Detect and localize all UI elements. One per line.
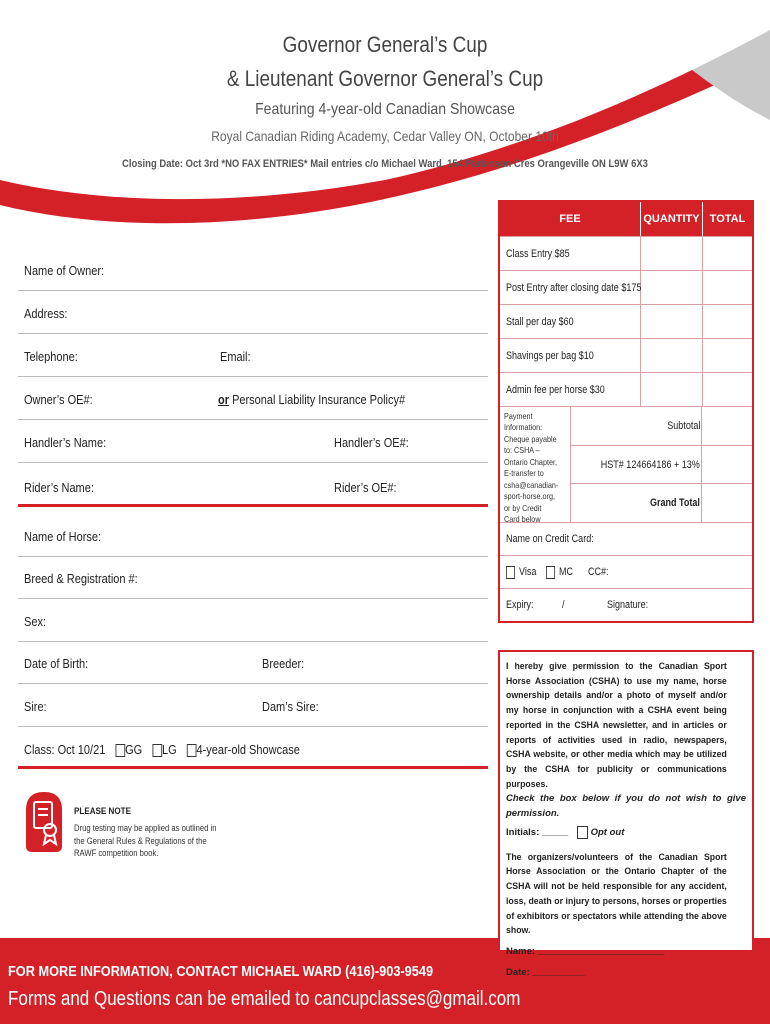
mc-checkbox[interactable] (546, 566, 555, 579)
mc-label: MC (559, 566, 574, 578)
expiry-label: Expiry: (506, 599, 534, 611)
fee-row (500, 304, 752, 338)
subtitle: Featuring 4-year-old Canadian Showcase (255, 101, 515, 118)
visa-label: Visa (519, 566, 537, 578)
fee-label: Post Entry after closing date $175 (506, 281, 642, 294)
closing-date: Closing Date: Oct 3rd *NO FAX ENTRIES* Mail entries c/o Michael Ward, 154 Parkinson Cres Orangeville ON L9W 6X3 (122, 158, 648, 170)
fee-label: Class Entry $85 (506, 247, 570, 260)
quantity-cell[interactable] (640, 339, 702, 372)
telephone-label: Telephone: (24, 350, 78, 364)
breed-label: Breed & Registration #: (24, 572, 138, 586)
showcase-checkbox[interactable] (187, 744, 197, 757)
section-divider (18, 504, 488, 507)
email-label: Email: (220, 350, 251, 364)
fee-table (498, 200, 754, 623)
venue: Royal Canadian Riding Academy, Cedar Valley ON, October 10th (211, 128, 559, 144)
note-title: PLEASE NOTE (74, 806, 131, 817)
quantity-cell[interactable] (640, 305, 702, 338)
opt-out-checkbox[interactable] (577, 826, 588, 839)
quantity-cell[interactable] (640, 271, 702, 304)
fee-header: FEE (559, 213, 581, 225)
quantity-header: QUANTITY (640, 202, 702, 236)
name-of-horse-label: Name of Horse: (24, 530, 102, 544)
footer-contact: FOR MORE INFORMATION, CONTACT MICHAEL WARD (416)-903-9549 (8, 963, 434, 980)
hst-label: HST# 124664186 + 13% (600, 458, 700, 471)
payment-block (500, 406, 752, 525)
initials-label: Initials: _____ (506, 826, 569, 838)
payment-info: Payment Information: Cheque payable to: CSHA – Ontario Chapter, E-transfer to csha@canadian-sport-horse.org, or by Credit Card below (504, 411, 559, 525)
riders-oe-label: Rider’s OE#: (334, 481, 397, 495)
divider (18, 376, 488, 377)
owners-oe-label: Owner’s OE#: (24, 393, 93, 407)
lg-checkbox[interactable] (152, 744, 162, 757)
grand-total-row (571, 483, 752, 522)
sire-label: Sire: (24, 700, 47, 714)
date-field[interactable]: Date: __________ (506, 966, 586, 978)
divider (18, 419, 488, 420)
title-line-2: & Lieutenant Governor General’s Cup (226, 66, 544, 91)
fee-row (500, 372, 752, 406)
hst-row (571, 445, 752, 484)
total-cell[interactable] (702, 339, 752, 372)
total-cell[interactable] (702, 305, 752, 338)
divider (18, 556, 488, 557)
permission-text: I hereby give permission to the Canadian Sport Horse Association (CSHA) to use my name, horse ownership details and/or a photo of myself and/or my horse in conjunction with a CSHA event being reported in the CSHA newsletter, and in articles or reports of activities used in radio, newspapers, CSHA website, or other media which may be utilized by the CSHA for publicity or communications purposes. (506, 661, 727, 790)
policy-label (218, 393, 405, 407)
title-line-1: Governor General’s Cup (282, 32, 488, 57)
permission-check-text: Check the box below if you do not wish to give permission. (506, 793, 746, 820)
grand-total-label: Grand Total (650, 497, 700, 510)
dob-label: Date of Birth: (24, 657, 89, 671)
policy-text: Personal Liability Insurance Policy# (232, 393, 406, 407)
divider (18, 598, 488, 599)
sex-label: Sex: (24, 615, 47, 629)
total-cell[interactable] (702, 237, 752, 270)
gg-checkbox[interactable] (115, 744, 125, 757)
section-divider (18, 766, 488, 769)
name-of-owner-label: Name of Owner: (24, 264, 105, 278)
dams-sire-label: Dam’s Sire: (262, 700, 319, 714)
quantity-cell[interactable] (640, 237, 702, 270)
fee-header-row (500, 202, 752, 236)
divider (18, 333, 488, 334)
opt-out-label: Opt out (590, 826, 625, 838)
showcase-label: 4-year-old Showcase (196, 743, 300, 757)
handlers-name-label: Handler’s Name: (24, 436, 107, 450)
note-body: Drug testing may be applied as outlined in the General Rules & Regulations of the RAWF competition book. (74, 823, 217, 859)
fee-label: Stall per day $60 (506, 315, 574, 328)
gg-label: GG (125, 743, 143, 757)
divider (18, 290, 488, 291)
expiry-row (500, 588, 752, 621)
signature-label: Signature: (606, 599, 648, 611)
address-label: Address: (24, 307, 68, 321)
fee-row (500, 338, 752, 372)
card-type-row (500, 555, 752, 588)
total-cell[interactable] (702, 271, 752, 304)
breeder-label: Breeder: (262, 657, 305, 671)
fee-label: Shavings per bag $10 (506, 349, 594, 362)
lg-label: LG (162, 743, 177, 757)
divider (18, 683, 488, 684)
riders-name-label: Rider’s Name: (24, 481, 94, 495)
fee-label: Admin fee per horse $30 (506, 383, 605, 396)
name-field[interactable]: Name: ________________________ (506, 945, 665, 957)
quantity-cell[interactable] (640, 373, 702, 406)
fee-row (500, 270, 752, 304)
cc-label: CC#: (588, 566, 609, 578)
class-row (24, 743, 300, 757)
name-on-card-label: Name on Credit Card: (506, 533, 594, 545)
divider (18, 462, 488, 463)
subtotal-label: Subtotal (666, 419, 700, 432)
divider (18, 641, 488, 642)
name-on-card-row[interactable] (500, 522, 752, 555)
handlers-oe-label: Handler’s OE#: (334, 436, 409, 450)
expiry-slash: / (561, 599, 565, 611)
class-label: Class: Oct 10/21 (24, 743, 106, 757)
subtotal-row (571, 407, 752, 445)
or-word: or (218, 393, 229, 407)
total-cell[interactable] (702, 373, 752, 406)
divider (18, 726, 488, 727)
visa-checkbox[interactable] (506, 566, 515, 579)
footer-email: Forms and Questions can be emailed to cancupclasses@gmail.com (8, 988, 521, 1010)
permission-box (498, 650, 754, 978)
total-header: TOTAL (702, 202, 752, 236)
document-seal-icon (24, 790, 64, 854)
liability-text: The organizers/volunteers of the Canadian Sport Horse Association or the Ontario Chapter of the CSHA will not be held responsible for any accident, loss, death or injury to persons, horses or properties of exhibitors or spectators while attending the above show. (506, 851, 727, 937)
fee-row (500, 236, 752, 270)
